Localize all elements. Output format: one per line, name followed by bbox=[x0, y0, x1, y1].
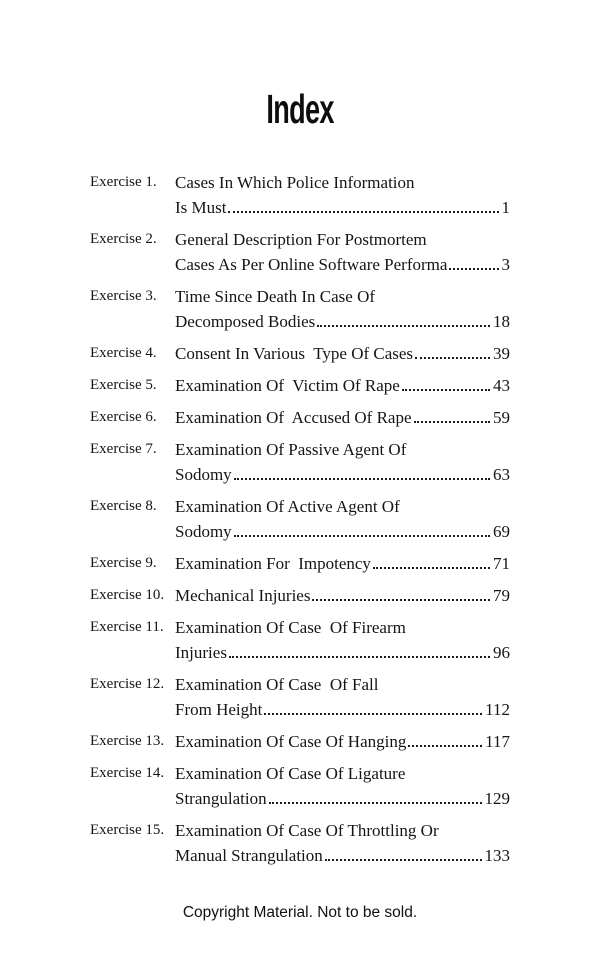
dot-leader bbox=[269, 802, 482, 804]
page-number: 59 bbox=[493, 408, 510, 427]
entry-title-line bbox=[175, 195, 510, 220]
index-entry bbox=[90, 437, 510, 487]
entry-title-line: Examination Of Active Agent Of bbox=[175, 497, 400, 516]
entry-title-text: Strangulation bbox=[175, 789, 267, 808]
entry-content bbox=[175, 818, 510, 868]
entry-title-line bbox=[175, 640, 510, 665]
entry-title-text: Examination Of Case Of Hanging bbox=[175, 732, 407, 751]
entry-content bbox=[175, 494, 510, 544]
page-number: 69 bbox=[493, 522, 510, 541]
entry-content bbox=[175, 583, 510, 608]
copyright-notice: Copyright Material. Not to be sold. bbox=[182, 904, 418, 921]
entry-title-text: Sodomy bbox=[175, 522, 232, 541]
entry-title-line bbox=[175, 519, 510, 544]
entry-content bbox=[175, 170, 510, 220]
entry-label: Exercise 9. bbox=[90, 555, 157, 571]
entry-content bbox=[175, 284, 510, 334]
entry-title-text: From Height bbox=[175, 700, 263, 719]
dot-leader bbox=[264, 713, 482, 715]
page-number: 63 bbox=[493, 465, 510, 484]
entry-title-text: Examination Of Victim Of Rape bbox=[175, 376, 400, 395]
entry-content bbox=[175, 341, 510, 366]
page-number: 1 bbox=[501, 198, 510, 217]
entry-label: Exercise 13. bbox=[90, 733, 165, 749]
dot-leader bbox=[325, 859, 482, 861]
entry-title-text: Cases As Per Online Software Performa bbox=[175, 255, 448, 274]
entry-label: Exercise 4. bbox=[90, 345, 157, 361]
entry-label: Exercise 8. bbox=[90, 498, 157, 514]
entry-label: Exercise 12. bbox=[90, 676, 165, 692]
entry-title-text: Sodomy bbox=[175, 465, 232, 484]
entry-title-text: Manual Strangulation bbox=[175, 846, 323, 865]
dot-leader bbox=[234, 535, 490, 537]
dot-leader bbox=[373, 567, 490, 569]
entry-title-line: Cases In Which Police Information bbox=[175, 173, 415, 192]
index-entry bbox=[90, 818, 510, 868]
entry-title-text: Mechanical Injuries bbox=[175, 586, 311, 605]
index-entry bbox=[90, 615, 510, 665]
entry-title-line: Examination Of Case Of Fall bbox=[175, 675, 379, 694]
entry-title-line: Examination Of Passive Agent Of bbox=[175, 440, 407, 459]
dot-leader bbox=[312, 599, 490, 601]
index-entry bbox=[90, 583, 510, 608]
entry-title-line bbox=[175, 341, 510, 366]
dot-leader bbox=[414, 421, 490, 423]
entry-label: Exercise 5. bbox=[90, 377, 157, 393]
page-number: 3 bbox=[501, 255, 510, 274]
entry-label: Exercise 6. bbox=[90, 409, 157, 425]
dot-leader bbox=[449, 268, 498, 270]
dot-leader bbox=[234, 478, 490, 480]
entry-title-line bbox=[175, 551, 510, 576]
entry-content bbox=[175, 373, 510, 398]
entry-title-text: Consent In Various Type Of Cases bbox=[175, 344, 414, 363]
entry-label: Exercise 14. bbox=[90, 765, 165, 781]
entry-label: Exercise 11. bbox=[90, 619, 164, 635]
entry-title-line: Time Since Death In Case Of bbox=[175, 287, 376, 306]
entry-content bbox=[175, 437, 510, 487]
entry-content bbox=[175, 227, 510, 277]
entry-title-line bbox=[175, 729, 510, 754]
title-container bbox=[0, 84, 600, 134]
entry-content bbox=[175, 615, 510, 665]
entry-title-line: Examination Of Case Of Ligature bbox=[175, 764, 406, 783]
entry-title-line bbox=[175, 697, 510, 722]
entry-title-line bbox=[175, 843, 510, 868]
index-entry bbox=[90, 170, 510, 220]
page-number: 39 bbox=[493, 344, 510, 363]
page-number: 112 bbox=[485, 700, 510, 719]
entry-title-line bbox=[175, 405, 510, 430]
entry-label: Exercise 10. bbox=[90, 587, 165, 603]
entry-title-text: Injuries bbox=[175, 643, 227, 662]
index-entry bbox=[90, 494, 510, 544]
entry-content bbox=[175, 729, 510, 754]
page-title: Index bbox=[266, 86, 334, 132]
page-number: 43 bbox=[493, 376, 510, 395]
entry-content bbox=[175, 761, 510, 811]
dot-leader bbox=[317, 325, 490, 327]
entry-label: Exercise 1. bbox=[90, 174, 157, 190]
entry-title-line bbox=[175, 309, 510, 334]
page-number: 71 bbox=[493, 554, 510, 573]
entry-title-line: General Description For Postmortem bbox=[175, 230, 427, 249]
entry-title-line: Examination Of Case Of Firearm bbox=[175, 618, 406, 637]
dot-leader bbox=[228, 211, 498, 213]
table-of-contents bbox=[90, 170, 510, 868]
page-number: 117 bbox=[485, 732, 510, 751]
entry-title-text: Decomposed Bodies bbox=[175, 312, 316, 331]
entry-title-line bbox=[175, 252, 510, 277]
entry-content bbox=[175, 551, 510, 576]
index-entry bbox=[90, 405, 510, 430]
entry-title-text: Examination Of Accused Of Rape bbox=[175, 408, 412, 427]
entry-title-line bbox=[175, 462, 510, 487]
page-number: 18 bbox=[493, 312, 510, 331]
index-entry bbox=[90, 341, 510, 366]
page-number: 79 bbox=[493, 586, 510, 605]
entry-label: Exercise 3. bbox=[90, 288, 157, 304]
entry-content bbox=[175, 405, 510, 430]
dot-leader bbox=[402, 389, 490, 391]
entry-title-text: Is Must bbox=[175, 198, 227, 217]
entry-title-line bbox=[175, 373, 510, 398]
index-entry bbox=[90, 373, 510, 398]
dot-leader bbox=[415, 357, 490, 359]
index-entry bbox=[90, 551, 510, 576]
entry-title-line bbox=[175, 583, 510, 608]
entry-title-line bbox=[175, 786, 510, 811]
index-entry bbox=[90, 729, 510, 754]
index-entry bbox=[90, 227, 510, 277]
page-number: 129 bbox=[484, 789, 510, 808]
page-number: 133 bbox=[484, 846, 510, 865]
entry-content bbox=[175, 672, 510, 722]
index-entry bbox=[90, 672, 510, 722]
page-number: 96 bbox=[493, 643, 510, 662]
index-entry bbox=[90, 761, 510, 811]
entry-title-line: Examination Of Case Of Throttling Or bbox=[175, 821, 439, 840]
entry-label: Exercise 2. bbox=[90, 231, 157, 247]
entry-label: Exercise 15. bbox=[90, 822, 165, 838]
entry-label: Exercise 7. bbox=[90, 441, 157, 457]
index-entry bbox=[90, 284, 510, 334]
dot-leader bbox=[229, 656, 490, 658]
entry-title-text: Examination For Impotency bbox=[175, 554, 371, 573]
dot-leader bbox=[408, 745, 482, 747]
